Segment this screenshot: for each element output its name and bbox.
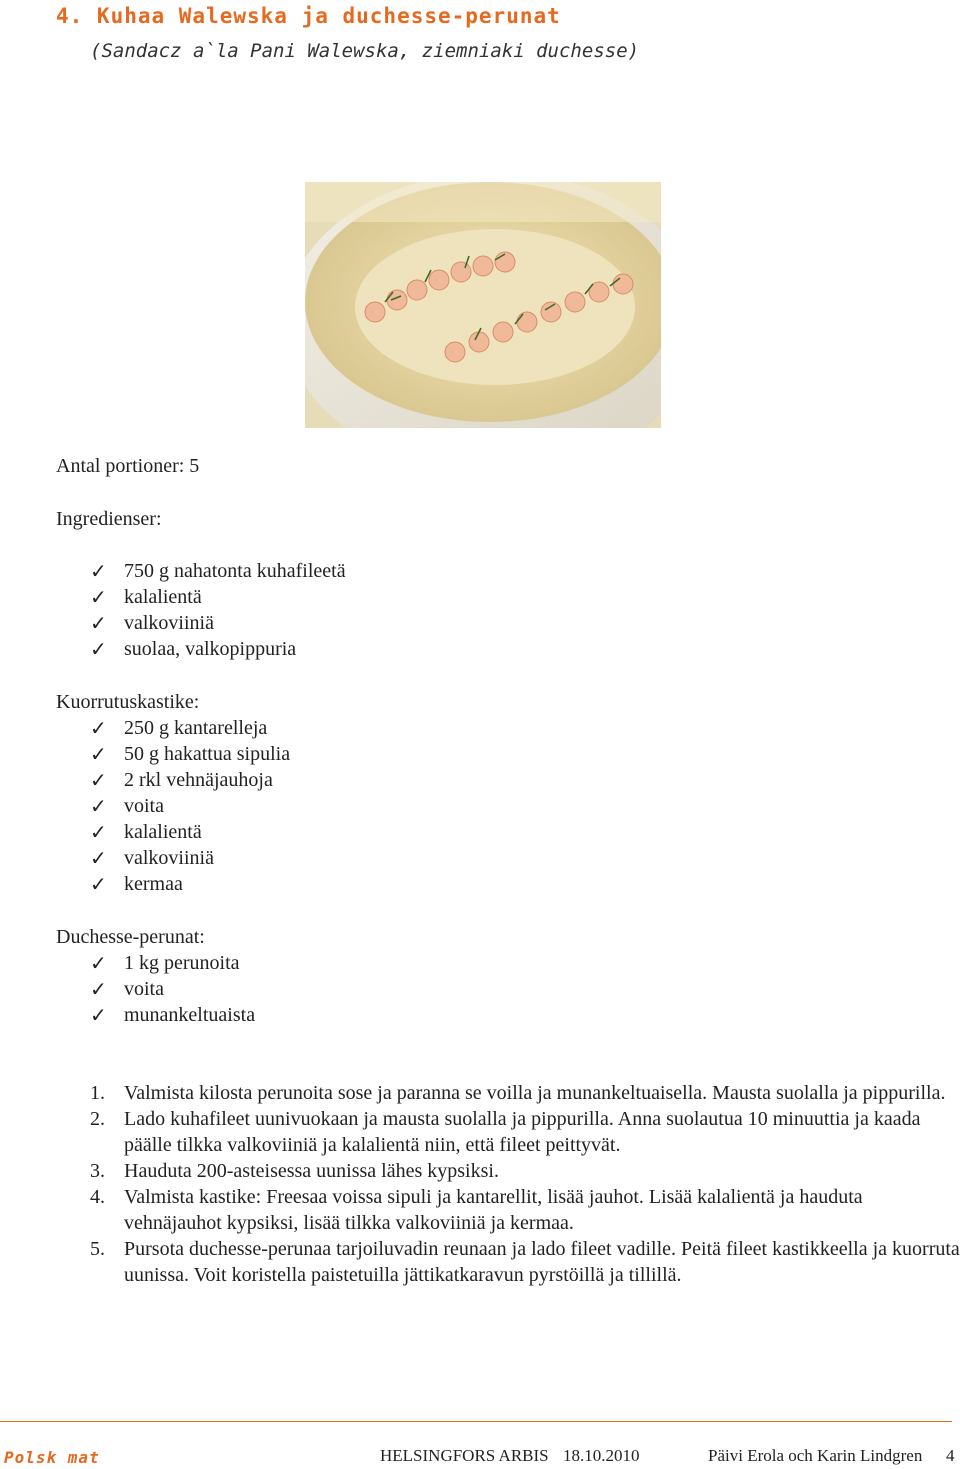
instruction-step: 2. Lado kuhafileet uunivuokaan ja mausta suolalla ja pippurilla. Anna suolautua 10 minuuttia ja kaada päälle tilkka valkoviiniä ja kalalientä niin, että fileet peittyvät.: [90, 1108, 921, 1156]
list-item: ✓ munankeltuaista: [90, 1003, 256, 1027]
check-icon: ✓: [90, 1003, 107, 1027]
instruction-step: 1. Valmista kilosta perunoita sose ja paranna se voilla ja munankeltuaisella. Mausta suolalla ja pippurilla.: [90, 1082, 946, 1104]
footer-section-title: Polsk mat: [4, 1448, 100, 1467]
check-icon: ✓: [90, 559, 107, 583]
instruction-step: 5. Pursota duchesse-perunaa tarjoiluvadin reunaan ja lado fileet vadille. Peitä fileet kastikkeella ja kuorruta uunissa. Voit koristella paistetuilla jättikatkaravun pyrstöillä ja tillillä.: [90, 1238, 960, 1286]
list-item: ✓ suolaa, valkopippuria: [90, 637, 297, 661]
list-item: ✓ 750 g nahatonta kuhafileetä: [90, 559, 346, 583]
instructions-list: [90, 1080, 960, 1288]
sauce-heading: Kuorrutuskastike:: [56, 691, 200, 713]
list-item: ✓ voita: [90, 794, 164, 818]
instruction-step: 3. Hauduta 200-asteisessa uunissa lähes kypsiksi.: [90, 1160, 499, 1182]
dish-photo: [305, 182, 661, 428]
food-photo-icon: [305, 182, 661, 428]
list-item: ✓ kalalientä: [90, 820, 202, 844]
footer-page-number: 4: [946, 1446, 955, 1465]
sauce-list: [90, 715, 290, 897]
check-icon: ✓: [90, 637, 107, 661]
check-icon: ✓: [90, 820, 107, 844]
check-icon: ✓: [90, 768, 107, 792]
check-icon: ✓: [90, 846, 107, 870]
check-icon: ✓: [90, 585, 107, 609]
check-icon: ✓: [90, 951, 107, 975]
list-item: ✓ voita: [90, 977, 164, 1001]
footer-authors: Päivi Erola och Karin Lindgren: [708, 1446, 923, 1465]
check-icon: ✓: [90, 716, 107, 740]
ingredients-heading: Ingredienser:: [56, 508, 162, 530]
check-icon: ✓: [90, 872, 107, 896]
list-item: ✓ 250 g kantarelleja: [90, 716, 268, 740]
footer-date: 18.10.2010: [563, 1446, 640, 1465]
check-icon: ✓: [90, 977, 107, 1001]
potato-heading: Duchesse-perunat:: [56, 926, 205, 948]
check-icon: ✓: [90, 611, 107, 635]
list-item: ✓ valkoviiniä: [90, 846, 214, 870]
recipe-subtitle: (Sandacz a`la Pani Walewska, ziemniaki duchesse): [90, 40, 640, 62]
list-item: ✓ 50 g hakattua sipulia: [90, 742, 291, 766]
ingredients-list: [90, 558, 346, 662]
check-icon: ✓: [90, 742, 107, 766]
check-icon: ✓: [90, 794, 107, 818]
list-item: ✓ valkoviiniä: [90, 611, 214, 635]
footer-school: HELSINGFORS ARBIS: [380, 1446, 549, 1465]
list-item: ✓ kalalientä: [90, 585, 202, 609]
list-item: ✓ kermaa: [90, 872, 183, 896]
recipe-title: 4. Kuhaa Walewska ja duchesse-perunat: [56, 4, 561, 28]
instruction-step: 4. Valmista kastike: Freesaa voissa sipuli ja kantarellit, lisää jauhot. Lisää kalalientä ja hauduta vehnäjauhot kypsiksi, lisää tilkka valkoviiniä ja kermaa.: [90, 1186, 863, 1234]
list-item: ✓ 2 rkl vehnäjauhoja: [90, 768, 273, 792]
potato-list: [90, 950, 255, 1028]
portions-count: Antal portioner: 5: [56, 455, 200, 477]
footer-divider: [0, 1421, 952, 1422]
list-item: ✓ 1 kg perunoita: [90, 951, 240, 975]
